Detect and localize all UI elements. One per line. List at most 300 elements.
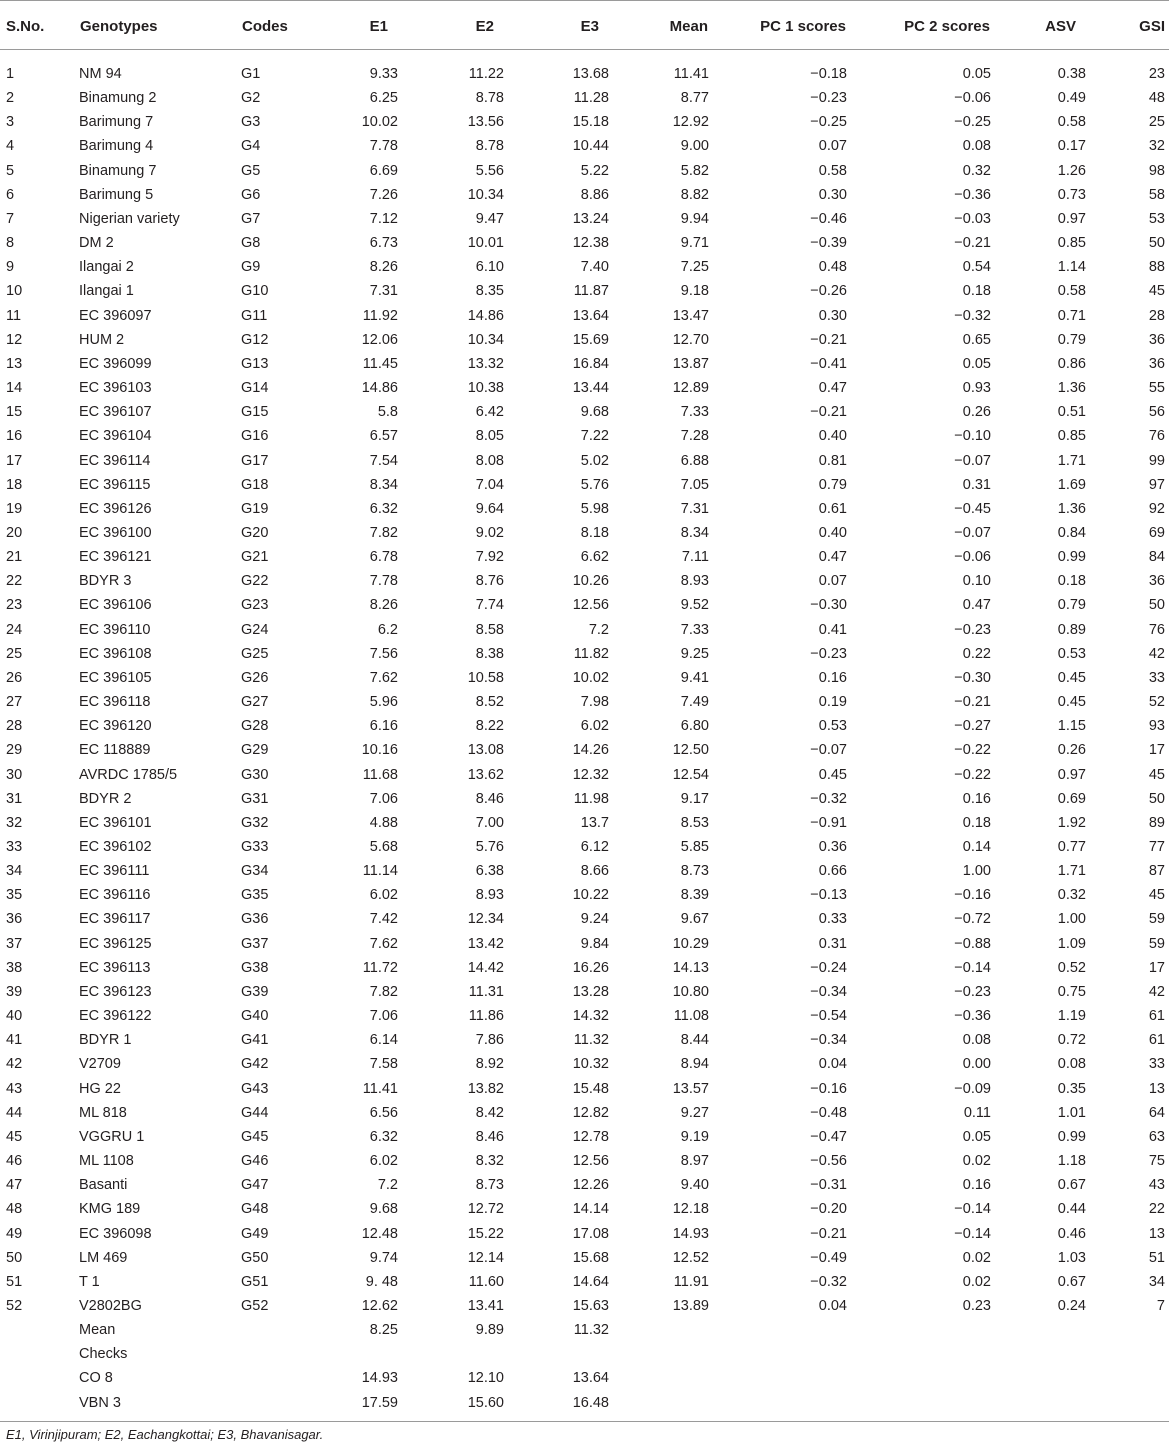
cell-e3: 5.02 bbox=[580, 452, 609, 469]
table-row bbox=[0, 787, 1169, 811]
cell-genotype: Barimung 7 bbox=[79, 114, 154, 131]
cell-code: G34 bbox=[241, 863, 269, 880]
cell-code: G6 bbox=[241, 186, 261, 203]
cell-asv: 1.36 bbox=[1057, 500, 1086, 517]
cell-e1 bbox=[315, 1342, 398, 1366]
cell-pc1: −0.20 bbox=[810, 1201, 847, 1218]
cell-code: G29 bbox=[241, 742, 269, 759]
cell-pc2: −0.25 bbox=[954, 114, 991, 131]
cell-mean: 12.50 bbox=[672, 742, 709, 759]
cell-e2: 7.00 bbox=[475, 814, 504, 831]
cell-genotype: V2802BG bbox=[79, 1297, 142, 1314]
cell-e2: 8.08 bbox=[475, 452, 504, 469]
cell-code: G25 bbox=[241, 645, 269, 662]
cell-pc2: 0.54 bbox=[962, 259, 991, 276]
cell-asv: 0.85 bbox=[1057, 428, 1086, 445]
cell-pc2: 0.16 bbox=[962, 1177, 991, 1194]
cell-sno: 7 bbox=[6, 210, 15, 227]
cell-code: G22 bbox=[241, 573, 269, 590]
cell-asv: 0.35 bbox=[1057, 1080, 1086, 1097]
cell-e3: 7.2 bbox=[588, 621, 609, 638]
cell-pc2: −0.72 bbox=[954, 911, 991, 928]
cell-gsi: 50 bbox=[1148, 235, 1165, 252]
cell-asv: 1.14 bbox=[1057, 259, 1086, 276]
cell-e2: 8.05 bbox=[475, 428, 504, 445]
cell-code: G26 bbox=[241, 669, 269, 686]
cell-code: G30 bbox=[241, 766, 269, 783]
cell-genotype: EC 396123 bbox=[79, 983, 152, 1000]
table-row bbox=[0, 907, 1169, 931]
cell-e1: 11.14 bbox=[362, 863, 398, 880]
cell-e1: 7.62 bbox=[369, 935, 398, 952]
cell-asv: 0.58 bbox=[1057, 283, 1086, 300]
cell-code: G48 bbox=[241, 1201, 269, 1218]
cell-e1: 9. 48 bbox=[365, 1273, 398, 1290]
cell-pc1: −0.32 bbox=[810, 790, 847, 807]
table-row bbox=[0, 1028, 1169, 1052]
cell-sno bbox=[0, 1366, 79, 1390]
cell-asv: 0.46 bbox=[1057, 1225, 1086, 1242]
cell-sno: 11 bbox=[6, 307, 22, 324]
cell-asv: 0.89 bbox=[1057, 621, 1086, 638]
cell-e3: 11.82 bbox=[573, 645, 609, 662]
cell-e3: 10.26 bbox=[572, 573, 609, 590]
cell-pc2: −0.23 bbox=[954, 621, 991, 638]
cell-mean: 12.54 bbox=[672, 766, 709, 783]
cell-pc1: 0.66 bbox=[818, 863, 847, 880]
table-row bbox=[0, 328, 1169, 352]
cell-genotype: BDYR 1 bbox=[79, 1032, 132, 1049]
cell-mean: 8.94 bbox=[680, 1056, 709, 1073]
cell-code bbox=[241, 1366, 315, 1390]
cell-e3: 10.44 bbox=[572, 138, 609, 155]
cell-e3: 14.64 bbox=[572, 1273, 609, 1290]
cell-gsi: 36 bbox=[1148, 331, 1165, 348]
cell-pc2: 0.18 bbox=[962, 814, 991, 831]
cell-e3: 12.56 bbox=[572, 1153, 609, 1170]
cell-gsi: 87 bbox=[1148, 863, 1165, 880]
cell-sno: 40 bbox=[6, 1008, 23, 1025]
cell-code: G15 bbox=[241, 404, 269, 421]
cell-pc1: 0.53 bbox=[818, 718, 847, 735]
cell-genotype: ML 1108 bbox=[79, 1153, 134, 1170]
cell-pc2: −0.36 bbox=[954, 1008, 991, 1025]
cell-pc2: 0.08 bbox=[962, 138, 991, 155]
cell-mean: 9.17 bbox=[680, 790, 709, 807]
cell-e2: 8.93 bbox=[475, 887, 504, 904]
cell-pc2: 0.05 bbox=[962, 66, 991, 82]
table-row bbox=[0, 738, 1169, 762]
cell-sno: 43 bbox=[6, 1080, 23, 1097]
cell-e3: 9.24 bbox=[580, 911, 609, 928]
table-row bbox=[0, 1270, 1169, 1294]
cell-genotype: EC 396118 bbox=[79, 694, 151, 711]
cell-e3: 7.22 bbox=[580, 428, 609, 445]
cell-mean: 8.82 bbox=[680, 186, 709, 203]
cell-sno: 49 bbox=[6, 1225, 23, 1242]
cell-e1: 14.93 bbox=[361, 1370, 398, 1387]
cell-genotype: Binamung 2 bbox=[79, 90, 157, 107]
cell-code: G12 bbox=[241, 331, 269, 348]
cell-sno: 22 bbox=[6, 573, 23, 590]
cell-code: G21 bbox=[241, 549, 269, 566]
cell-e1: 7.42 bbox=[369, 911, 398, 928]
cell-pc2: 0.00 bbox=[962, 1056, 991, 1073]
cell-pc1: 0.30 bbox=[818, 307, 847, 324]
cell-e3: 16.48 bbox=[572, 1394, 609, 1411]
cell-e2: 10.34 bbox=[467, 186, 504, 203]
cell-e1: 5.96 bbox=[369, 694, 398, 711]
cell-code: G8 bbox=[241, 235, 261, 252]
cell-genotype: EC 396120 bbox=[79, 718, 152, 735]
table-row bbox=[0, 859, 1169, 883]
cell-mean: 14.93 bbox=[672, 1225, 709, 1242]
table-row bbox=[0, 400, 1169, 424]
cell-e1: 11.45 bbox=[362, 355, 398, 372]
cell-mean bbox=[609, 1318, 709, 1342]
cell-asv: 0.84 bbox=[1057, 524, 1086, 541]
cell-e1: 9.74 bbox=[369, 1249, 398, 1266]
cell-e3: 14.32 bbox=[572, 1008, 609, 1025]
cell-e1: 8.26 bbox=[369, 259, 398, 276]
cell-e3: 6.12 bbox=[580, 839, 609, 855]
cell-e1: 7.06 bbox=[369, 1008, 398, 1025]
cell-code: G38 bbox=[241, 959, 269, 976]
cell-genotype: EC 396114 bbox=[79, 452, 151, 469]
cell-e3: 8.18 bbox=[580, 524, 609, 541]
cell-genotype: DM 2 bbox=[79, 235, 114, 252]
cell-genotype: EC 396099 bbox=[79, 355, 152, 372]
cell-gsi: 17 bbox=[1148, 959, 1165, 976]
cell-pc1: 0.81 bbox=[818, 452, 847, 469]
cell-mean: 7.49 bbox=[680, 694, 709, 711]
cell-mean: 12.18 bbox=[672, 1201, 709, 1218]
cell-pc1: 0.07 bbox=[818, 573, 847, 590]
cell-e1: 6.56 bbox=[369, 1104, 398, 1121]
cell-asv: 0.85 bbox=[1057, 235, 1086, 252]
cell-genotype: EC 396116 bbox=[79, 887, 151, 904]
cell-e1: 6.14 bbox=[369, 1032, 398, 1049]
table-row bbox=[0, 231, 1169, 255]
header-pc1-scores: PC 1 scores bbox=[709, 1, 847, 50]
cell-code: G39 bbox=[241, 983, 269, 1000]
cell-pc2: −0.10 bbox=[954, 428, 991, 445]
cell-gsi: 45 bbox=[1148, 887, 1165, 904]
cell-asv: 0.45 bbox=[1057, 694, 1086, 711]
cell-e3: 12.26 bbox=[572, 1177, 609, 1194]
cell-e1: 7.58 bbox=[369, 1056, 398, 1073]
cell-gsi: 43 bbox=[1148, 1177, 1165, 1194]
cell-sno: 25 bbox=[6, 645, 23, 662]
table-footnote: E1, Virinjipuram; E2, Eachangkottai; E3, Bhavanisagar. bbox=[6, 1427, 324, 1442]
cell-code: G10 bbox=[241, 283, 269, 300]
cell-e1: 7.62 bbox=[369, 669, 398, 686]
cell-sno: 12 bbox=[6, 331, 23, 348]
cell-genotype: Basanti bbox=[79, 1177, 128, 1194]
cell-e3: 13.24 bbox=[572, 210, 609, 227]
cell-pc2: 0.93 bbox=[962, 380, 991, 397]
table-row bbox=[0, 956, 1169, 980]
cell-gsi: 61 bbox=[1148, 1032, 1165, 1049]
cell-e2: 8.52 bbox=[475, 694, 504, 711]
cell-mean: 9.71 bbox=[680, 235, 709, 252]
cell-pc1: −0.21 bbox=[810, 404, 847, 421]
cell-pc1: −0.49 bbox=[810, 1249, 847, 1266]
table-row bbox=[0, 110, 1169, 134]
cell-pc1: 0.07 bbox=[818, 138, 847, 155]
cell-pc2: −0.27 bbox=[954, 718, 991, 735]
cell-e3: 15.48 bbox=[572, 1080, 609, 1097]
cell-e2: 13.41 bbox=[467, 1297, 504, 1314]
cell-sno: 48 bbox=[6, 1201, 23, 1218]
cell-sno: 28 bbox=[6, 718, 23, 735]
cell-e1: 12.48 bbox=[361, 1225, 398, 1242]
cell-sno: 34 bbox=[6, 863, 23, 880]
cell-e2: 8.38 bbox=[475, 645, 504, 662]
cell-sno: 30 bbox=[6, 766, 23, 783]
cell-genotype: T 1 bbox=[79, 1273, 100, 1290]
cell-e2: 13.56 bbox=[467, 114, 504, 131]
cell-mean: 7.25 bbox=[680, 259, 709, 276]
cell-asv: 0.51 bbox=[1057, 404, 1086, 421]
cell-sno: 52 bbox=[6, 1297, 23, 1314]
cell-asv: 1.18 bbox=[1057, 1153, 1086, 1170]
cell-asv: 0.18 bbox=[1057, 573, 1086, 590]
cell-e3: 12.78 bbox=[572, 1128, 609, 1145]
cell-sno: 26 bbox=[6, 669, 23, 686]
cell-mean: 12.52 bbox=[672, 1249, 709, 1266]
cell-e2: 10.58 bbox=[467, 669, 504, 686]
cell-genotype: CO 8 bbox=[79, 1370, 113, 1387]
cell-pc2: 0.05 bbox=[962, 355, 991, 372]
cell-gsi: 28 bbox=[1148, 307, 1165, 324]
cell-e3: 13.64 bbox=[572, 307, 609, 324]
cell-sno: 32 bbox=[6, 814, 23, 831]
cell-e2: 8.92 bbox=[475, 1056, 504, 1073]
cell-pc2: 1.00 bbox=[962, 863, 991, 880]
cell-gsi: 59 bbox=[1148, 935, 1165, 952]
cell-genotype: KMG 189 bbox=[79, 1201, 141, 1218]
cell-gsi: 77 bbox=[1148, 839, 1165, 855]
cell-gsi: 36 bbox=[1148, 355, 1165, 372]
cell-genotype: Ilangai 2 bbox=[79, 259, 134, 276]
cell-mean: 7.28 bbox=[680, 428, 709, 445]
table-row bbox=[0, 255, 1169, 279]
table-row bbox=[0, 1294, 1169, 1318]
cell-code: G1 bbox=[241, 66, 261, 82]
table-row bbox=[0, 376, 1169, 400]
cell-mean: 8.77 bbox=[680, 90, 709, 107]
table-row bbox=[0, 207, 1169, 231]
table-row bbox=[0, 304, 1169, 328]
cell-e2: 7.04 bbox=[475, 476, 504, 493]
cell-pc1: −0.25 bbox=[810, 114, 847, 131]
cell-pc1: 0.45 bbox=[818, 766, 847, 783]
cell-asv: 0.77 bbox=[1057, 839, 1086, 855]
cell-gsi: 53 bbox=[1148, 210, 1165, 227]
cell-genotype: Barimung 4 bbox=[79, 138, 154, 155]
cell-gsi: 64 bbox=[1148, 1104, 1165, 1121]
table-row bbox=[0, 497, 1169, 521]
cell-gsi: 88 bbox=[1148, 259, 1165, 276]
cell-genotype: NM 94 bbox=[79, 66, 122, 82]
cell-e3: 14.26 bbox=[572, 742, 609, 759]
cell-mean: 5.82 bbox=[680, 162, 709, 179]
cell-code: G46 bbox=[241, 1153, 269, 1170]
table-row bbox=[0, 666, 1169, 690]
cell-sno: 1 bbox=[6, 66, 15, 82]
cell-sno: 46 bbox=[6, 1153, 23, 1170]
cell-pc2 bbox=[847, 1318, 991, 1342]
cell-gsi: 50 bbox=[1148, 790, 1165, 807]
cell-mean: 8.73 bbox=[680, 863, 709, 880]
cell-asv bbox=[991, 1366, 1086, 1390]
cell-asv: 1.09 bbox=[1057, 935, 1086, 952]
cell-e3: 6.02 bbox=[580, 718, 609, 735]
cell-sno: 27 bbox=[6, 694, 23, 711]
table-row bbox=[0, 473, 1169, 497]
cell-e2 bbox=[398, 1342, 504, 1366]
cell-e3: 11.28 bbox=[573, 90, 609, 107]
cell-genotype: BDYR 3 bbox=[79, 573, 132, 590]
cell-sno: 42 bbox=[6, 1056, 23, 1073]
cell-asv: 0.97 bbox=[1057, 766, 1086, 783]
cell-pc1: −0.24 bbox=[810, 959, 847, 976]
cell-sno bbox=[0, 1391, 79, 1422]
cell-sno: 21 bbox=[6, 549, 23, 566]
cell-sno: 15 bbox=[6, 404, 23, 421]
cell-asv: 1.36 bbox=[1057, 380, 1086, 397]
cell-e2: 8.46 bbox=[475, 790, 504, 807]
table-row bbox=[0, 183, 1169, 207]
cell-pc2: 0.47 bbox=[962, 597, 991, 614]
cell-e1: 7.2 bbox=[377, 1177, 398, 1194]
cell-e1: 7.12 bbox=[369, 210, 398, 227]
cell-genotype: VGGRU 1 bbox=[79, 1128, 145, 1145]
cell-pc1: 0.61 bbox=[818, 500, 847, 517]
cell-sno: 18 bbox=[6, 476, 23, 493]
cell-e1: 8.25 bbox=[369, 1322, 398, 1339]
cell-pc1: −0.13 bbox=[810, 887, 847, 904]
cell-sno: 5 bbox=[6, 162, 15, 179]
header-gsi: GSI bbox=[1086, 1, 1169, 50]
cell-e3: 13.28 bbox=[572, 983, 609, 1000]
cell-pc1: −0.30 bbox=[810, 597, 847, 614]
cell-sno: 45 bbox=[6, 1128, 23, 1145]
cell-e2: 15.60 bbox=[467, 1394, 504, 1411]
cell-e3: 15.18 bbox=[572, 114, 609, 131]
cell-e2: 9.89 bbox=[475, 1322, 504, 1339]
cell-e1: 6.02 bbox=[369, 887, 398, 904]
cell-asv: 1.19 bbox=[1057, 1008, 1086, 1025]
cell-mean: 9.18 bbox=[680, 283, 709, 300]
cell-sno: 38 bbox=[6, 959, 23, 976]
cell-pc2: −0.16 bbox=[954, 887, 991, 904]
cell-e3: 7.40 bbox=[580, 259, 609, 276]
cell-pc2: −0.14 bbox=[954, 1201, 991, 1218]
cell-gsi: 69 bbox=[1148, 524, 1165, 541]
cell-e3: 5.76 bbox=[580, 476, 609, 493]
cell-e2: 13.62 bbox=[467, 766, 504, 783]
cell-asv: 1.71 bbox=[1057, 863, 1086, 880]
cell-e2: 7.92 bbox=[475, 549, 504, 566]
cell-pc2: −0.06 bbox=[954, 90, 991, 107]
table-row bbox=[0, 1004, 1169, 1028]
table-row bbox=[0, 134, 1169, 158]
cell-e2: 11.86 bbox=[468, 1008, 504, 1025]
cell-gsi: 22 bbox=[1148, 1201, 1165, 1218]
cell-code: G13 bbox=[241, 355, 269, 372]
cell-sno: 6 bbox=[6, 186, 15, 203]
cell-sno: 31 bbox=[6, 790, 23, 807]
cell-pc1: 0.58 bbox=[818, 162, 847, 179]
cell-pc2: 0.23 bbox=[962, 1297, 991, 1314]
cell-pc2: 0.32 bbox=[962, 162, 991, 179]
cell-e1: 11.92 bbox=[362, 307, 398, 324]
cell-code bbox=[241, 1318, 315, 1342]
cell-e1: 6.32 bbox=[369, 1128, 398, 1145]
cell-genotype: Barimung 5 bbox=[79, 186, 154, 203]
cell-e1: 11.41 bbox=[362, 1080, 398, 1097]
cell-pc2: −0.88 bbox=[954, 935, 991, 952]
cell-asv: 0.58 bbox=[1057, 114, 1086, 131]
cell-pc2: 0.65 bbox=[962, 331, 991, 348]
cell-mean: 9.41 bbox=[680, 669, 709, 686]
cell-code: G35 bbox=[241, 887, 269, 904]
cell-e3: 5.98 bbox=[580, 500, 609, 517]
cell-e2: 12.72 bbox=[467, 1201, 504, 1218]
cell-gsi: 84 bbox=[1148, 549, 1165, 566]
cell-e3: 15.63 bbox=[572, 1297, 609, 1314]
cell-code: G18 bbox=[241, 476, 269, 493]
header-pc2-scores: PC 2 scores bbox=[847, 1, 991, 50]
cell-pc2: −0.03 bbox=[954, 210, 991, 227]
cell-pc2: −0.30 bbox=[954, 669, 991, 686]
cell-pc2: −0.32 bbox=[954, 307, 991, 324]
cell-genotype: EC 396098 bbox=[79, 1225, 152, 1242]
cell-mean: 9.67 bbox=[680, 911, 709, 928]
cell-e2: 8.46 bbox=[475, 1128, 504, 1145]
cell-pc2: 0.02 bbox=[962, 1249, 991, 1266]
cell-genotype: Ilangai 1 bbox=[79, 283, 134, 300]
cell-e1: 4.88 bbox=[369, 814, 398, 831]
cell-e1: 6.73 bbox=[369, 235, 398, 252]
cell-genotype: VBN 3 bbox=[79, 1394, 121, 1411]
cell-mean bbox=[609, 1366, 709, 1390]
cell-e1: 7.56 bbox=[369, 645, 398, 662]
cell-mean: 8.44 bbox=[680, 1032, 709, 1049]
cell-code: G52 bbox=[241, 1297, 269, 1314]
cell-asv: 0.69 bbox=[1057, 790, 1086, 807]
cell-e2: 8.22 bbox=[475, 718, 504, 735]
cell-sno: 4 bbox=[6, 138, 15, 155]
cell-mean: 9.52 bbox=[680, 597, 709, 614]
cell-pc1: 0.16 bbox=[818, 669, 847, 686]
cell-gsi: 45 bbox=[1148, 283, 1165, 300]
cell-e2: 12.14 bbox=[467, 1249, 504, 1266]
cell-e1: 14.86 bbox=[361, 380, 398, 397]
table-row bbox=[0, 714, 1169, 738]
cell-gsi: 25 bbox=[1148, 114, 1165, 131]
cell-pc2: −0.23 bbox=[954, 983, 991, 1000]
cell-gsi: 97 bbox=[1148, 476, 1165, 493]
cell-pc1: −0.21 bbox=[810, 331, 847, 348]
cell-pc1: 0.41 bbox=[818, 621, 847, 638]
cell-genotype: EC 396121 bbox=[79, 549, 152, 566]
header-asv: ASV bbox=[991, 1, 1086, 50]
cell-e3: 12.82 bbox=[572, 1104, 609, 1121]
cell-mean: 14.13 bbox=[672, 959, 709, 976]
